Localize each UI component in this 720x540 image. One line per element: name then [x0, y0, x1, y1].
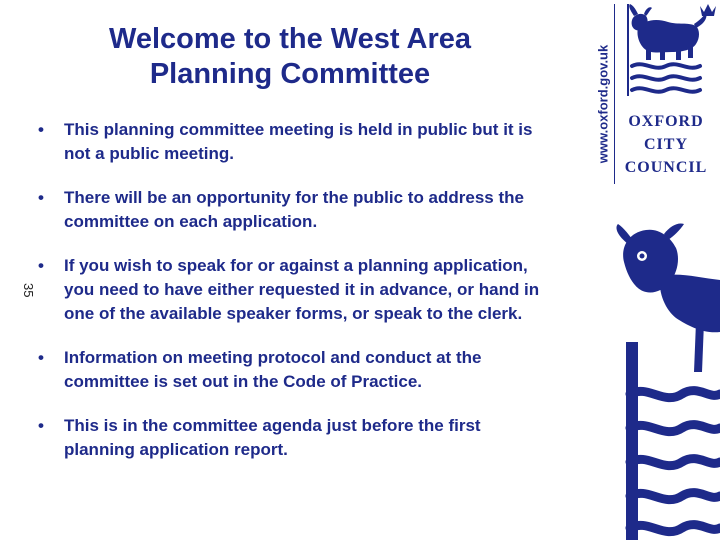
bullet-dot: • — [38, 416, 44, 435]
title-line-1: Welcome to the West Area — [108, 23, 472, 55]
bullet-dot: • — [38, 188, 44, 207]
council-name — [620, 110, 712, 179]
bullet-item — [34, 118, 544, 166]
bullet-dot: • — [38, 348, 44, 367]
council-name-line-2: CITY — [643, 136, 688, 153]
slide-number: 35 — [21, 283, 36, 298]
slide-title — [40, 22, 540, 92]
bullet-text: If you wish to speak for or against a planning application, you need to have either requested it in advance, or hand in one of the available speaker forms, or speak to the clerk. — [64, 256, 540, 323]
logo-divider — [614, 4, 615, 184]
bullet-text: Information on meeting protocol and conduct at the committee is set out in the Code of Practice. — [64, 348, 482, 391]
council-url: www.oxford.gov.uk — [595, 44, 611, 164]
bull-silhouette-icon — [600, 222, 720, 540]
council-name-line-3: COUNCIL — [624, 159, 708, 176]
bullet-text: This is in the committee agenda just before the first planning application report. — [64, 416, 481, 459]
title-line-2: Planning Committee — [149, 58, 431, 90]
council-name-line-1: OXFORD — [628, 113, 704, 130]
bullet-text: There will be an opportunity for the public to address the committee on each application. — [64, 188, 524, 231]
bullet-dot: • — [38, 256, 44, 275]
bullet-item — [34, 254, 544, 326]
bullet-item — [34, 346, 544, 394]
bullet-list — [34, 118, 544, 482]
bullet-item — [34, 414, 544, 462]
bullet-text: This planning committee meeting is held in public but it is not a public meeting. — [64, 120, 533, 163]
bullet-item — [34, 186, 544, 234]
bullet-dot: • — [38, 120, 44, 139]
